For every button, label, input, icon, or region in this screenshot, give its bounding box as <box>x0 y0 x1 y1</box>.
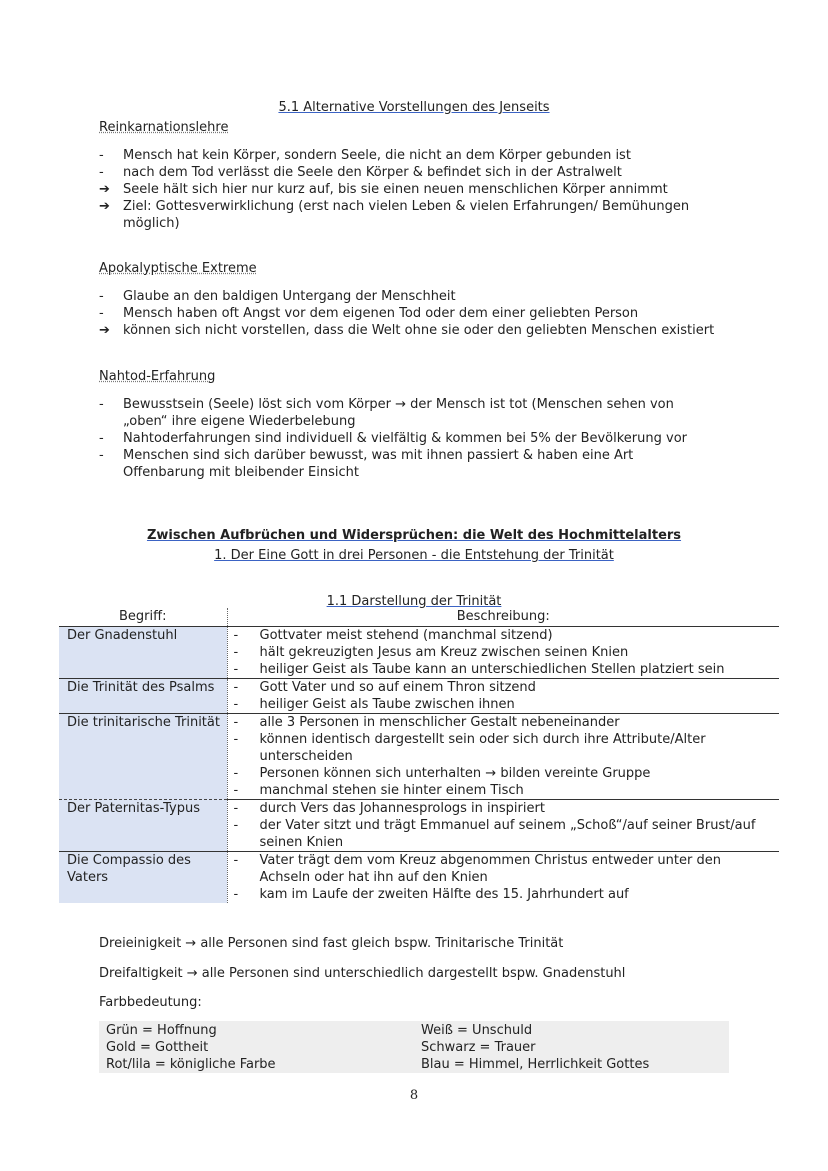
list-item-text: können sich nicht vorstellen, dass die Welt ohne sie oder den geliebten Menschen existiert <box>123 323 715 338</box>
desc-text: durch Vers das Johannesprologs in inspiriert <box>259 801 545 816</box>
desc-list <box>234 627 780 678</box>
dash-bullet: - <box>99 397 104 412</box>
list-item-text: Ziel: Gottesverwirklichung (erst nach vielen Leben & vielen Erfahrungen/ Bemühungen <box>123 199 690 214</box>
term-line: Der Paternitas-Typus <box>67 801 200 816</box>
color-meaning-entry: Grün = Hoffnung <box>106 1023 217 1038</box>
dash-bullet: - <box>233 715 239 730</box>
color-meaning-entry: Rot/lila = königliche Farbe <box>106 1057 276 1072</box>
dash-bullet: - <box>233 628 239 643</box>
dash-bullet: - <box>99 448 104 463</box>
subheading-apokalyptisch: Apokalyptische Extreme <box>99 261 257 276</box>
desc-text: unterscheiden <box>259 749 353 764</box>
table-cell-desc <box>227 714 779 800</box>
arrow-bullet: ➔ <box>99 199 110 214</box>
table-header-desc: Beschreibung: <box>227 608 779 627</box>
list-item <box>99 447 739 481</box>
subheading-reinkarnation: Reinkarnationslehre <box>99 120 229 135</box>
list-item-text: Bewusstsein (Seele) löst sich vom Körper → der Mensch ist tot (Menschen sehen von <box>123 397 674 412</box>
reinkarnation-list <box>99 147 739 232</box>
dash-bullet: - <box>233 697 239 712</box>
desc-text: Personen können sich unterhalten → bilden vereinte Gruppe <box>259 766 651 781</box>
term-line: Die Trinität des Psalms <box>67 680 215 695</box>
table-title: 1.1 Darstellung der Trinität <box>326 594 502 609</box>
desc-text: Gottvater meist stehend (manchmal sitzend) <box>259 628 553 643</box>
desc-text: Achseln oder hat ihn auf den Knien <box>259 870 488 885</box>
table-cell-term <box>59 852 227 904</box>
desc-text: alle 3 Personen in menschlicher Gestalt nebeneinander <box>259 715 620 730</box>
dash-bullet: - <box>99 148 104 163</box>
term-line: Vaters <box>67 870 109 885</box>
nahtod-list <box>99 396 739 481</box>
color-meaning-entry: Blau = Himmel, Herrlichkeit Gottes <box>421 1057 650 1072</box>
dreifaltigkeit-text: Dreifaltigkeit → alle Personen sind unterschiedlich dargestellt bspw. Gnadenstuhl <box>99 966 626 981</box>
table-cell-desc <box>227 679 779 714</box>
list-item <box>99 396 739 430</box>
dash-bullet: - <box>99 165 104 180</box>
table-row <box>59 679 779 714</box>
desc-item <box>234 661 780 678</box>
desc-text: Vater trägt dem vom Kreuz abgenommen Christus entweder unter den <box>259 853 721 868</box>
dash-bullet: - <box>233 887 239 902</box>
dash-bullet: - <box>233 853 239 868</box>
desc-item <box>234 627 780 644</box>
desc-item <box>234 644 780 661</box>
color-meaning-entry: Weiß = Unschuld <box>421 1023 533 1038</box>
list-item <box>99 288 739 305</box>
page-number: 8 <box>409 1088 419 1103</box>
list-item-text: Seele hält sich hier nur kurz auf, bis sie einen neuen menschlichen Körper annimmt <box>123 182 668 197</box>
desc-item <box>234 800 780 817</box>
dash-bullet: - <box>99 289 104 304</box>
desc-text: heiliger Geist als Taube zwischen ihnen <box>259 697 515 712</box>
desc-item <box>234 714 780 731</box>
list-item-text: Menschen sind sich darüber bewusst, was mit ihnen passiert & haben eine Art <box>123 448 634 463</box>
table-cell-term <box>59 714 227 800</box>
desc-item <box>234 765 780 782</box>
trinity-table <box>59 608 779 903</box>
list-item <box>99 181 739 198</box>
table-cell-desc <box>227 627 779 679</box>
table-cell-term <box>59 679 227 714</box>
table-cell-term <box>59 800 227 852</box>
list-item <box>99 147 739 164</box>
arrow-bullet: ➔ <box>99 323 110 338</box>
list-item-text: Glaube an den baldigen Untergang der Menschheit <box>123 289 456 304</box>
table-cell-desc <box>227 800 779 852</box>
desc-text: der Vater sitzt und trägt Emmanuel auf seinem „Schoß“/auf seiner Brust/auf <box>259 818 756 833</box>
color-meaning-entry: Schwarz = Trauer <box>421 1040 536 1055</box>
list-item <box>99 322 739 339</box>
table-cell-term <box>59 627 227 679</box>
arrow-bullet: ➔ <box>99 182 110 197</box>
table-row <box>59 800 779 852</box>
table-cell-desc <box>227 852 779 904</box>
farbbedeutung-label: Farbbedeutung: <box>99 995 202 1010</box>
dash-bullet: - <box>233 766 239 781</box>
apokalyptisch-list <box>99 288 739 339</box>
list-item-text: möglich) <box>123 216 180 231</box>
dash-bullet: - <box>233 645 239 660</box>
desc-text: Gott Vater und so auf einem Thron sitzend <box>259 680 536 695</box>
subheading-nahtod: Nahtod-Erfahrung <box>99 369 216 384</box>
dash-bullet: - <box>233 818 239 833</box>
term-line: Die trinitarische Trinität <box>67 715 220 730</box>
desc-text: hält gekreuzigten Jesus am Kreuz zwischen seinen Knien <box>259 645 629 660</box>
desc-list <box>234 714 780 799</box>
dash-bullet: - <box>99 431 104 446</box>
term-line: Die Compassio des <box>67 853 191 868</box>
desc-text: heiliger Geist als Taube kann an unterschiedlichen Stellen platziert sein <box>259 662 725 677</box>
dash-bullet: - <box>99 306 104 321</box>
desc-item <box>234 817 780 851</box>
color-meaning-right <box>421 1022 649 1073</box>
dash-bullet: - <box>233 732 239 747</box>
desc-list <box>234 800 780 851</box>
dash-bullet: - <box>233 783 239 798</box>
table-header-row <box>59 608 779 627</box>
desc-item <box>234 679 780 696</box>
list-item <box>99 305 739 322</box>
section-title: 5.1 Alternative Vorstellungen des Jenseits <box>278 100 550 115</box>
dash-bullet: - <box>233 801 239 816</box>
color-meaning-entry: Gold = Gottheit <box>106 1040 209 1055</box>
list-item <box>99 430 739 447</box>
desc-item <box>234 696 780 713</box>
table-row <box>59 714 779 800</box>
list-item-text: Mensch hat kein Körper, sondern Seele, die nicht an dem Körper gebunden ist <box>123 148 631 163</box>
list-item <box>99 198 739 232</box>
desc-text: können identisch dargestellt sein oder sich durch ihre Attribute/Alter <box>259 732 706 747</box>
chapter-title: Zwischen Aufbrüchen und Widersprüchen: die Welt des Hochmittelalters <box>146 528 682 543</box>
dreieinigkeit-text: Dreieinigkeit → alle Personen sind fast gleich bspw. Trinitarische Trinität <box>99 936 564 951</box>
term-line: Der Gnadenstuhl <box>67 628 178 643</box>
desc-text: kam im Laufe der zweiten Hälfte des 15. Jahrhundert auf <box>259 887 629 902</box>
desc-list <box>234 852 780 903</box>
list-item-text: Nahtoderfahrungen sind individuell & vielfältig & kommen bei 5% der Bevölkerung vor <box>123 431 688 446</box>
desc-item <box>234 886 780 903</box>
desc-text: seinen Knien <box>259 835 344 850</box>
desc-item <box>234 852 780 886</box>
color-meaning-left <box>106 1022 276 1073</box>
chapter-subtitle: 1. Der Eine Gott in drei Personen - die Entstehung der Trinität <box>214 548 614 563</box>
color-meaning-box <box>99 1021 729 1073</box>
table-header-term: Begriff: <box>59 608 227 627</box>
dash-bullet: - <box>233 662 239 677</box>
list-item-text: Mensch haben oft Angst vor dem eigenen Tod oder dem einer geliebten Person <box>123 306 639 321</box>
dash-bullet: - <box>233 680 239 695</box>
desc-item <box>234 782 780 799</box>
list-item-text: „oben“ ihre eigene Wiederbelebung <box>123 414 356 429</box>
list-item-text: nach dem Tod verlässt die Seele den Körper & befindet sich in der Astralwelt <box>123 165 622 180</box>
table-row <box>59 852 779 904</box>
table-row <box>59 627 779 679</box>
list-item-text: Offenbarung mit bleibender Einsicht <box>123 465 359 480</box>
desc-item <box>234 731 780 765</box>
list-item <box>99 164 739 181</box>
desc-text: manchmal stehen sie hinter einem Tisch <box>259 783 524 798</box>
desc-list <box>234 679 780 713</box>
